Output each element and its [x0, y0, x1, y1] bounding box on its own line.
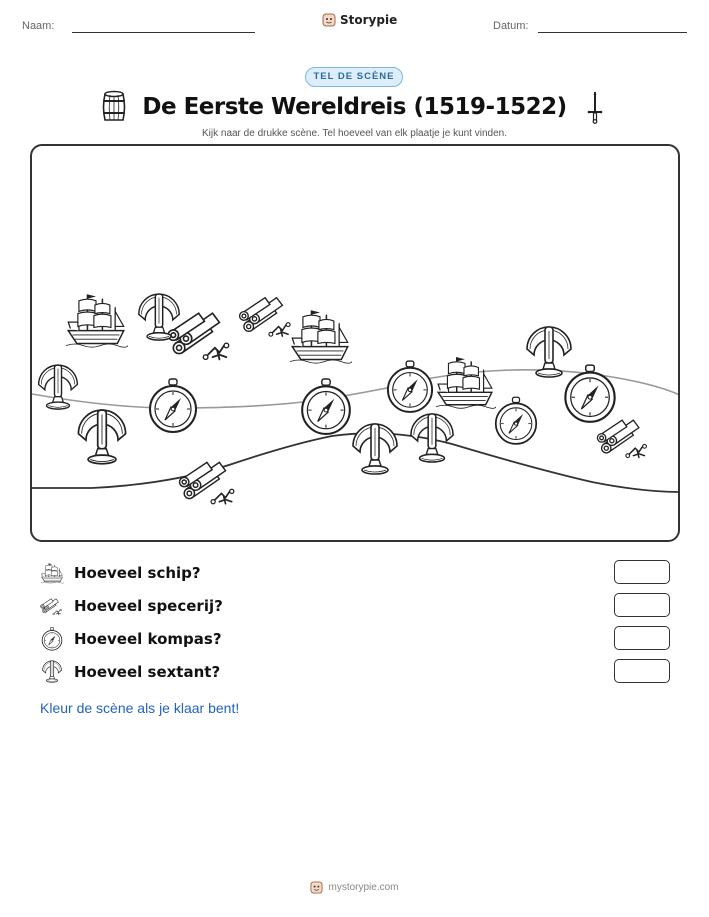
brand — [322, 13, 397, 27]
compass-icon — [302, 379, 350, 434]
color-instruction: Kleur de scène als je klaar bent! — [40, 700, 240, 716]
storypie-logo-icon — [310, 881, 323, 894]
spice-icon — [180, 462, 234, 503]
answer-box-compass[interactable] — [614, 626, 670, 650]
brand-name: Storypie — [340, 13, 398, 27]
answer-box-ship[interactable] — [614, 560, 670, 584]
question-row-ship — [40, 560, 670, 586]
date-field[interactable] — [538, 32, 687, 33]
spice-icon — [240, 298, 290, 336]
compass-icon — [496, 397, 536, 444]
answer-box-spice[interactable] — [614, 593, 670, 617]
spice-icon — [40, 594, 64, 618]
storypie-logo-icon — [322, 13, 336, 27]
answer-box-sextant[interactable] — [614, 659, 670, 683]
ship-icon — [290, 310, 352, 363]
spice-icon — [168, 313, 229, 359]
name-label: Naam: — [22, 20, 55, 32]
question-row-spice — [40, 593, 670, 619]
question-text: Hoeveel specerij? — [74, 597, 223, 615]
instructions: Kijk naar de drukke scène. Tel hoeveel van elk plaatje je kunt vinden. — [201, 128, 507, 139]
sextant-icon — [40, 660, 64, 684]
ship-icon — [40, 561, 64, 585]
compass-icon — [565, 365, 614, 422]
sextant-icon — [78, 410, 125, 464]
spice-icon — [597, 420, 646, 457]
activity-badge: TEL DE SCÈNE — [305, 67, 403, 87]
question-text: Hoeveel kompas? — [74, 630, 222, 648]
title-row — [0, 90, 709, 124]
footer — [0, 881, 709, 894]
ship-icon — [66, 294, 128, 347]
scene-illustration — [32, 146, 680, 542]
name-field[interactable] — [72, 32, 255, 33]
compass-icon — [388, 361, 432, 412]
question-text: Hoeveel schip? — [74, 564, 201, 582]
counting-scene — [30, 144, 680, 542]
date-label: Datum: — [493, 20, 529, 32]
sextant-icon — [39, 365, 78, 409]
question-row-compass — [40, 626, 670, 652]
sextant-icon — [411, 414, 453, 462]
compass-icon — [40, 627, 64, 651]
ship-icon — [436, 357, 496, 408]
footer-url[interactable]: mystorypie.com — [328, 882, 399, 893]
question-row-sextant — [40, 659, 670, 685]
page-title: De Eerste Wereldreis (1519-1522) — [142, 94, 567, 120]
compass-icon — [150, 379, 196, 432]
sword-icon — [581, 90, 609, 124]
question-text: Hoeveel sextant? — [74, 663, 221, 681]
barrel-icon — [100, 90, 128, 124]
sextant-icon — [353, 424, 397, 474]
